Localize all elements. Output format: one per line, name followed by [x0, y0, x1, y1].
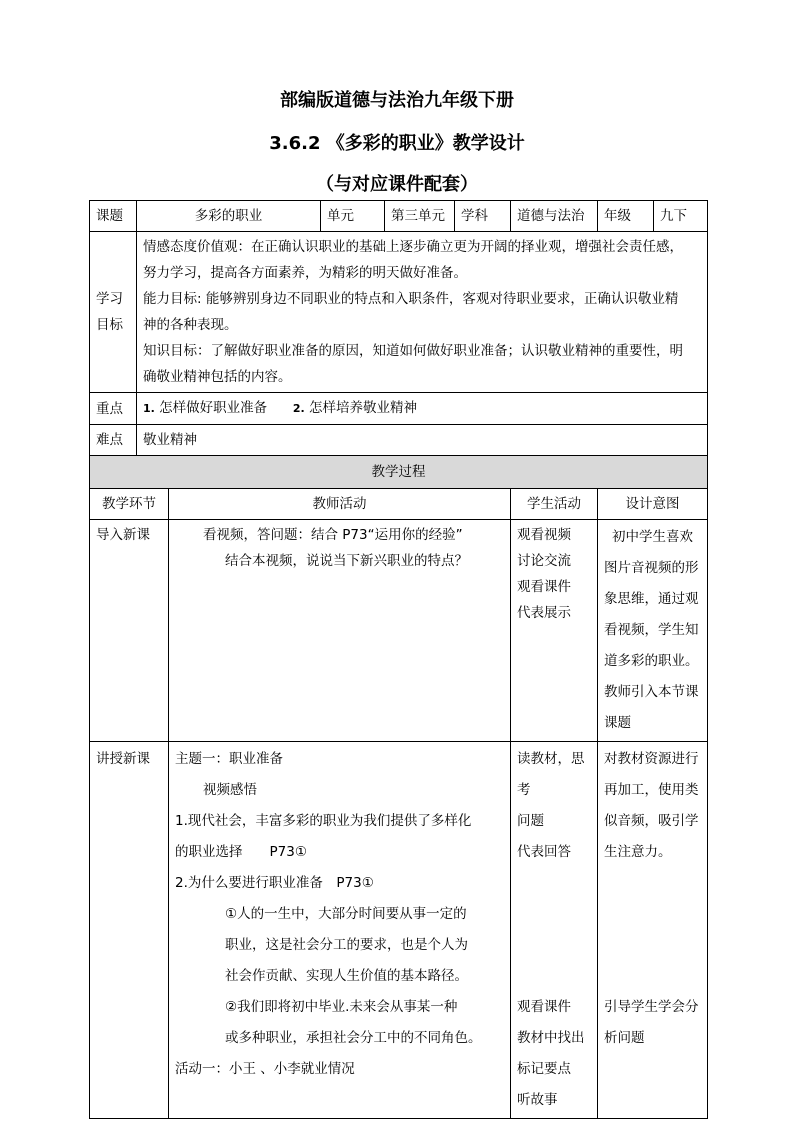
teacher-line: 或多种职业，承担社会分工中的不同角色。	[225, 1030, 482, 1046]
col-header-stage: 教学环节	[90, 489, 169, 520]
col-header-intent: 设计意图	[598, 489, 708, 520]
goals-row	[90, 232, 708, 393]
goal-line: 努力学习，提高各方面素养，为精彩的明天做好准备。	[143, 265, 467, 281]
info-val-grade: 九下	[654, 201, 708, 232]
info-key-subject: 课题	[90, 201, 137, 232]
student-line: 代表回答	[517, 844, 571, 860]
teacher-line: 2.为什么要进行职业准备 P73①	[175, 875, 374, 891]
teacher-line: 看视频，答问题：结合 P73“运用你的经验”	[203, 527, 463, 543]
info-row	[90, 201, 708, 232]
intent-line: 初中学生喜欢	[612, 529, 693, 545]
intent-line: 对教材资源进行	[604, 751, 699, 767]
section-row-lecture	[90, 742, 708, 1119]
teacher-line: 结合本视频，说说当下新兴职业的特点？	[225, 553, 468, 569]
teacher-line: 1.现代社会，丰富多彩的职业为我们提供了多样化	[175, 813, 472, 829]
key-point-num-1: 1.	[143, 402, 155, 415]
difficulty-content: 敬业精神	[137, 425, 708, 456]
teacher-line: ②我们即将初中毕业.未来会从事某一种	[225, 999, 458, 1015]
difficulty-label: 难点	[90, 425, 137, 456]
doc-subtitle: 3.6.2 《多彩的职业》教学设计	[269, 133, 525, 154]
intent-line: 似音频，吸引学	[604, 813, 699, 829]
spacer	[604, 868, 701, 992]
difficulty-row	[90, 425, 708, 456]
teacher-line: 职业，这是社会分工的要求，也是个人为	[225, 937, 468, 953]
doc-title: 部编版道德与法治九年级下册	[280, 90, 514, 111]
intent-line: 课题	[604, 715, 631, 731]
info-val-subject: 多彩的职业	[137, 201, 321, 232]
teacher-cell	[169, 520, 511, 742]
section-row-intro	[90, 520, 708, 742]
goals-label: 学习目标	[90, 232, 137, 393]
goal-line: 情感态度价值观：在正确认识职业的基础上逐步确立更为开阔的择业观，增强社会责任感，	[143, 239, 683, 255]
goal-line: 确敬业精神包括的内容。	[143, 369, 292, 385]
student-cell	[511, 520, 598, 742]
intent-line: 看视频，学生知	[604, 622, 699, 638]
lesson-plan-table	[89, 200, 708, 1119]
student-line: 代表展示	[517, 605, 571, 621]
col-header-teacher: 教师活动	[169, 489, 511, 520]
intent-cell	[598, 520, 708, 742]
process-header-row	[90, 456, 708, 489]
stage-cell: 导入新课	[90, 520, 169, 742]
teacher-line: 活动一：小王 、小李就业情况	[175, 1061, 355, 1077]
student-line: 读教材，思考	[517, 751, 585, 798]
key-point-label: 重点	[90, 393, 137, 425]
intent-line: 析问题	[604, 1030, 645, 1046]
key-point-text-2: 怎样培养敬业精神	[309, 400, 418, 416]
student-line: 听故事	[517, 1092, 558, 1108]
spacer	[517, 868, 591, 992]
student-line: 讨论交流	[517, 553, 571, 569]
intent-line: 图片音视频的形	[604, 560, 699, 576]
column-header-row	[90, 489, 708, 520]
stage-cell: 讲授新课	[90, 742, 169, 1119]
key-point-content	[137, 393, 708, 425]
info-val-discipline: 道德与法治	[511, 201, 598, 232]
key-point-row	[90, 393, 708, 425]
intent-line: 教师引入本节课	[604, 684, 699, 700]
teacher-line: ①人的一生中，大部分时间要从事一定的	[225, 906, 467, 922]
teacher-line: 社会作贡献、实现人生价值的基本路径。	[225, 968, 468, 984]
teacher-line: 主题一：职业准备	[175, 751, 283, 767]
student-line: 观看课件	[517, 579, 571, 595]
intent-line: 生注意力。	[604, 844, 672, 860]
key-point-num-2: 2.	[292, 402, 305, 415]
teacher-cell	[169, 742, 511, 1119]
teacher-line: 视频感悟	[203, 782, 257, 798]
info-val-unit: 第三单元	[385, 201, 455, 232]
student-line: 观看视频	[517, 527, 571, 543]
student-line: 问题	[517, 813, 544, 829]
process-header: 教学过程	[90, 456, 708, 489]
goal-line: 知识目标：了解做好职业准备的原因，知道如何做好职业准备；认识敬业精神的重要性，明	[143, 343, 683, 359]
goal-line: 能力目标: 能够辨别身边不同职业的特点和入职条件，客观对待职业要求，正确认识敬业精	[143, 291, 679, 307]
col-header-student: 学生活动	[511, 489, 598, 520]
intent-line: 象思维，通过观	[604, 591, 699, 607]
student-line: 标记要点	[517, 1061, 571, 1077]
student-line: 教材中找出	[517, 1030, 585, 1046]
intent-cell	[598, 742, 708, 1119]
key-point-text-1: 怎样做好职业准备	[159, 400, 268, 416]
intent-line: 引导学生学会分	[604, 999, 699, 1015]
student-line: 观看课件	[517, 999, 571, 1015]
goal-line: 神的各种表现。	[143, 317, 238, 333]
goals-content	[137, 232, 708, 393]
info-key-discipline: 学科	[455, 201, 511, 232]
student-cell	[511, 742, 598, 1119]
teacher-line: 的职业选择 P73①	[175, 844, 307, 860]
info-key-unit: 单元	[321, 201, 385, 232]
doc-note: （与对应课件配套）	[316, 174, 478, 195]
info-key-grade: 年级	[598, 201, 654, 232]
intent-line: 再加工，使用类	[604, 782, 699, 798]
intent-line: 道多彩的职业。	[604, 653, 699, 669]
